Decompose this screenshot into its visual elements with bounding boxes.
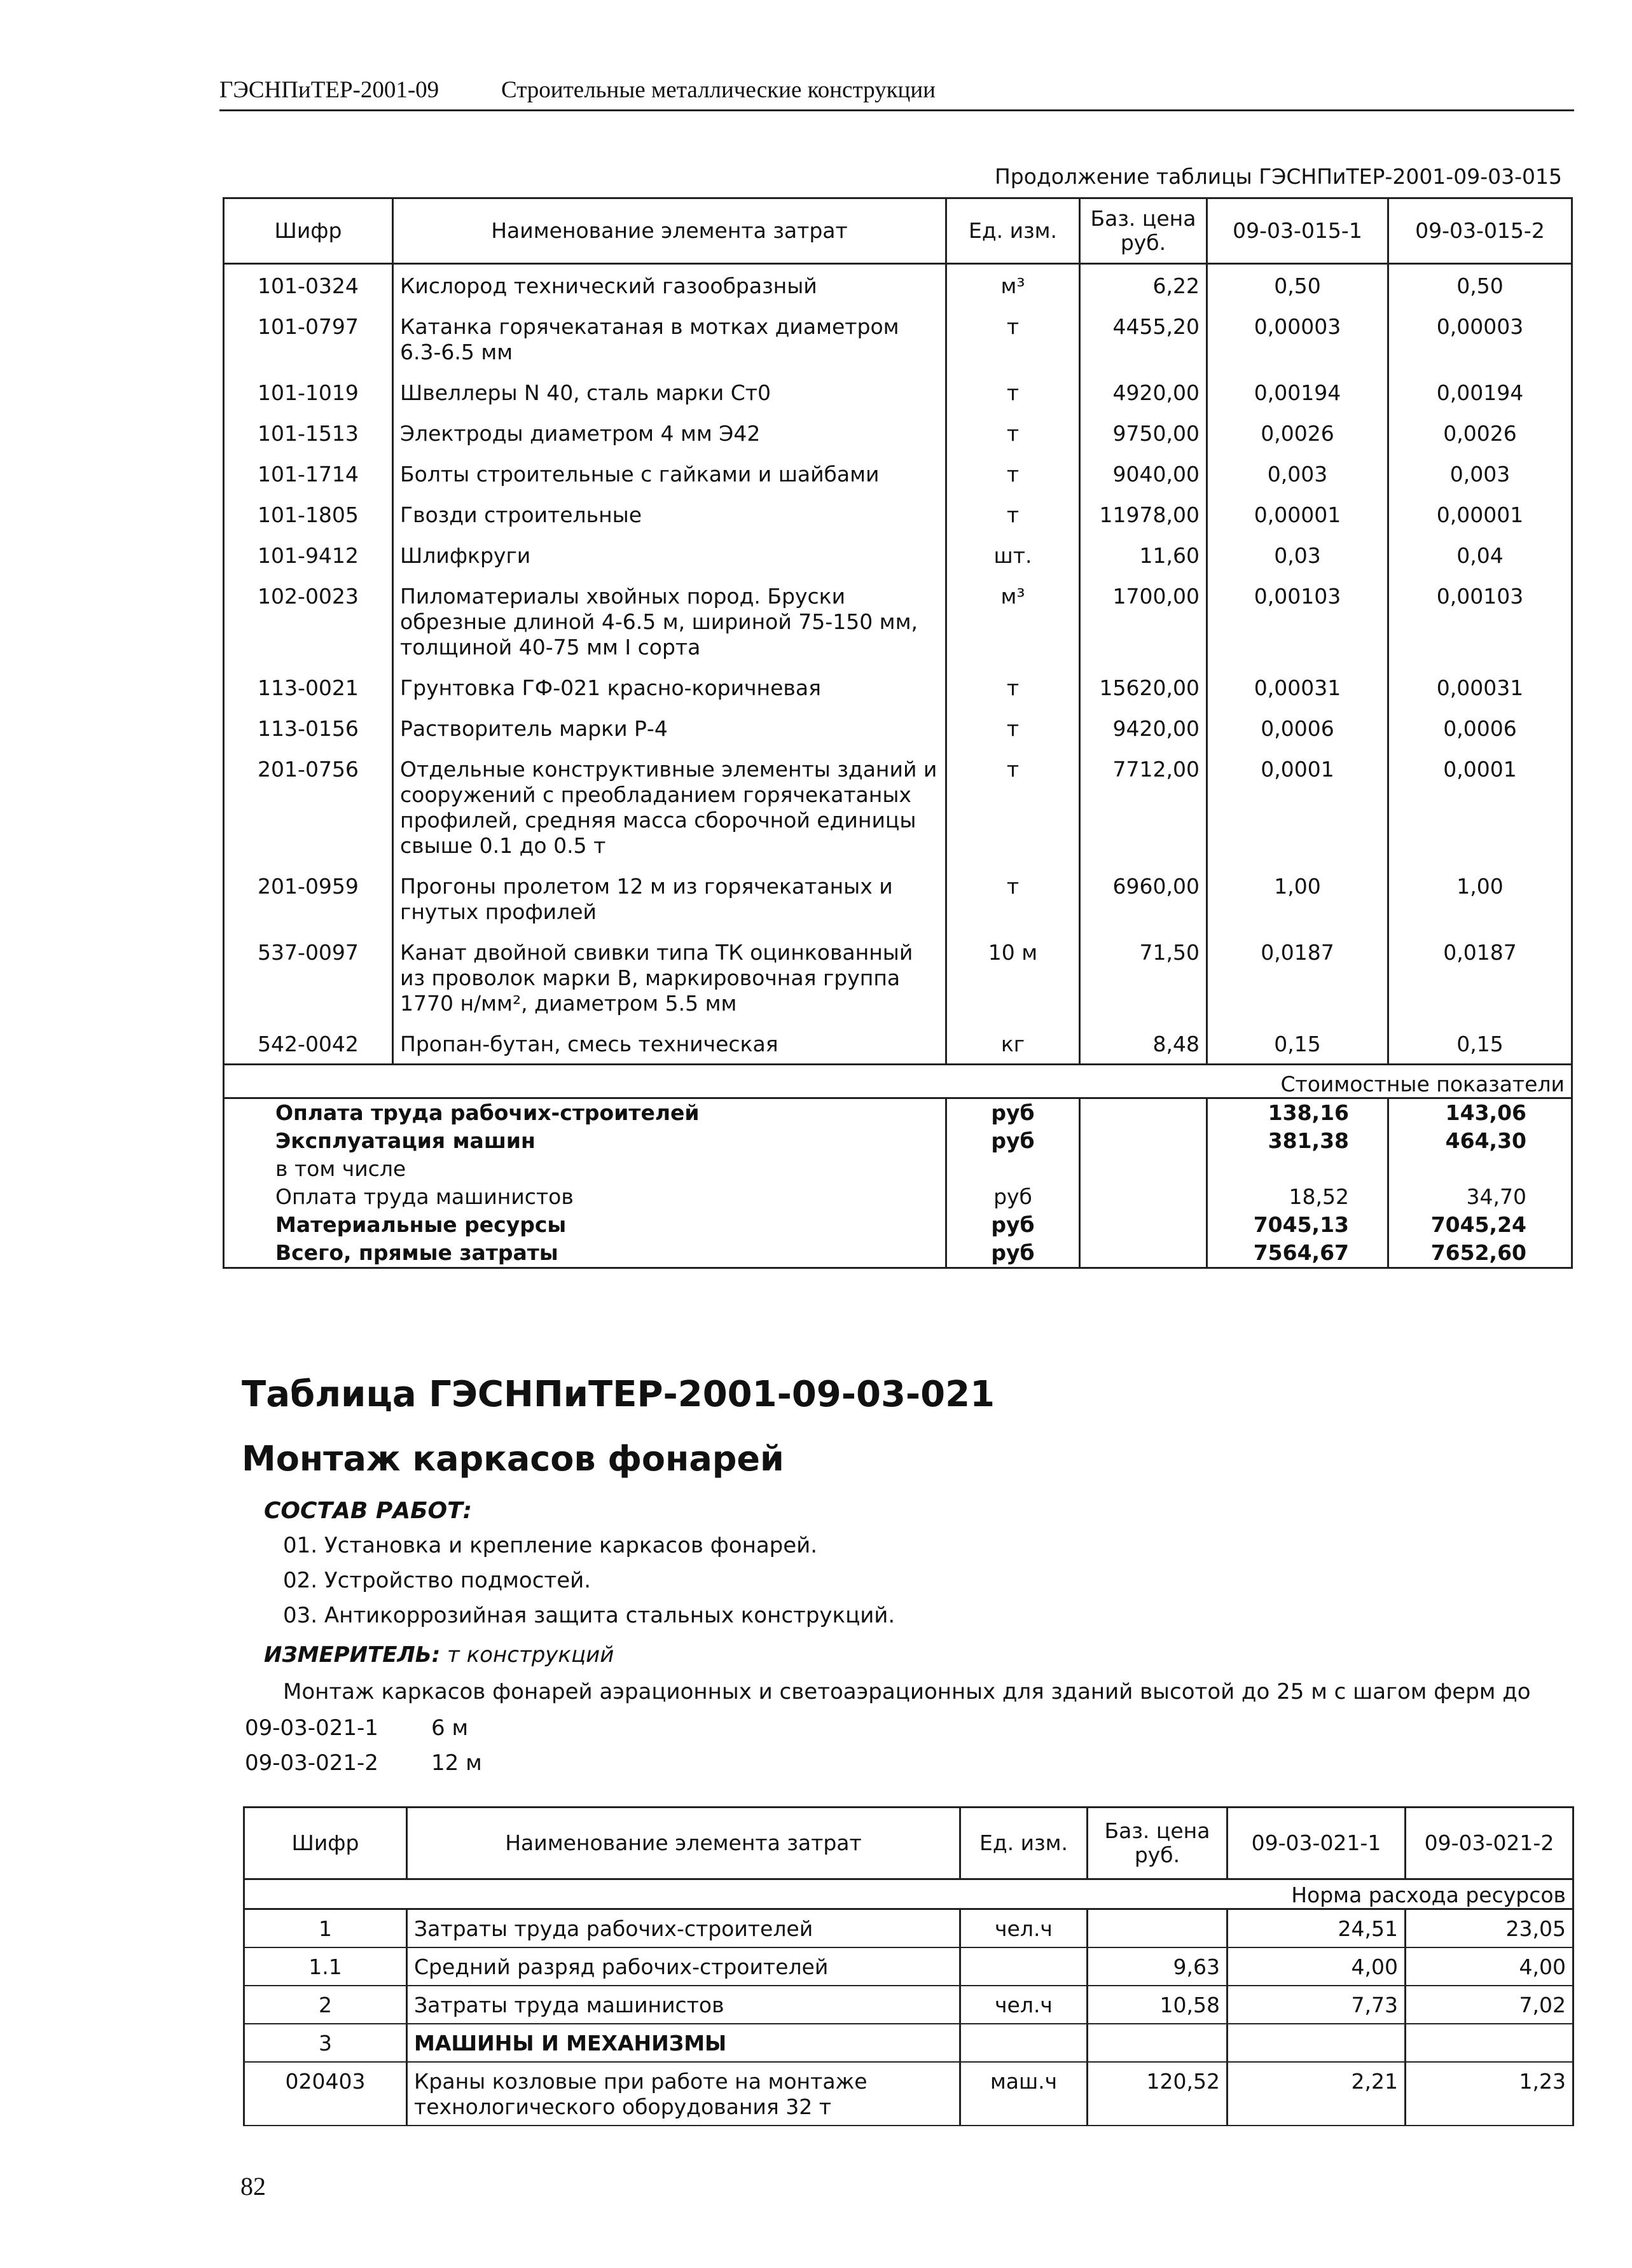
cell-unit — [960, 1947, 1088, 1986]
cell-variant-1: 18,52 — [1207, 1183, 1388, 1211]
cell-unit: руб — [946, 1211, 1080, 1239]
cell-variant-1: 0,00001 — [1207, 494, 1388, 534]
section-label: Стоимостные показатели — [224, 1065, 1572, 1098]
cell-price: 4920,00 — [1080, 371, 1207, 412]
table-row — [244, 1986, 1573, 2024]
col-header-unit: Ед. изм. — [946, 198, 1080, 264]
cell-unit: т — [946, 412, 1080, 453]
cell-name: Канат двойной свивки типа ТК оцинкованный из проволок марки В, маркировочная группа 1770 н/мм², диаметром 5.5 мм — [393, 931, 946, 1023]
cell-variant-1: 1,00 — [1207, 865, 1388, 931]
cell-name: Шлифкруги — [393, 534, 946, 575]
cell-code: 1.1 — [244, 1947, 407, 1986]
totals-row — [224, 1155, 1572, 1183]
cell-code: 102-0023 — [224, 575, 393, 667]
col-header-code: Шифр — [244, 1808, 407, 1879]
table-body — [244, 1909, 1573, 2126]
cell-unit: шт. — [946, 534, 1080, 575]
variant-value: 6 м — [431, 1715, 469, 1741]
table-row — [224, 575, 1572, 667]
cell-variant-2: 4,00 — [1406, 1947, 1573, 1986]
cell-unit: руб — [946, 1183, 1080, 1211]
cell-name: Пропан-бутан, смесь техническая — [393, 1023, 946, 1065]
table-row — [224, 1023, 1572, 1065]
cell-price: 120,52 — [1088, 2062, 1227, 2126]
cell-price — [1088, 1909, 1227, 1948]
header-title: Строительные металлические конструкции — [501, 77, 936, 103]
col-header-code: Шифр — [224, 198, 393, 264]
section-row — [224, 1065, 1572, 1098]
col-header-variant-2: 09-03-021-2 — [1406, 1808, 1573, 1879]
cell-name: Материальные ресурсы — [224, 1211, 946, 1239]
cell-variant-2: 34,70 — [1388, 1183, 1572, 1211]
cell-variant-1: 0,00031 — [1207, 667, 1388, 707]
cell-variant-2 — [1406, 2024, 1573, 2062]
cell-code: 101-1019 — [224, 371, 393, 412]
table-row — [244, 1909, 1573, 1948]
cell-price: 6960,00 — [1080, 865, 1207, 931]
cell-name: Растворитель марки Р-4 — [393, 707, 946, 748]
cell-price: 9040,00 — [1080, 453, 1207, 494]
col-header-variant-1: 09-03-021-1 — [1227, 1808, 1406, 1879]
cell-unit: т — [946, 305, 1080, 371]
cell-variant-1: 0,15 — [1207, 1023, 1388, 1065]
cell-price: 9,63 — [1088, 1947, 1227, 1986]
cell-unit: м³ — [946, 264, 1080, 306]
cell-variant-2: 23,05 — [1406, 1909, 1573, 1948]
table-continuation-title: Продолжение таблицы ГЭСНПиТЕР-2001-09-03-015 — [994, 164, 1562, 189]
cell-name: Отдельные конструктивные элементы зданий и сооружений с преобладанием горячекатаных профилей, средняя масса сборочной единицы свыше 0.1 до 0.5 т — [393, 748, 946, 865]
cell-variant-2: 0,00194 — [1388, 371, 1572, 412]
cell-variant-2: 1,23 — [1406, 2062, 1573, 2126]
table-row — [224, 707, 1572, 748]
cell-variant-2: 0,00031 — [1388, 667, 1572, 707]
cell-price: 10,58 — [1088, 1986, 1227, 2024]
table-subtitle: Монтаж каркасов фонарей — [242, 1439, 784, 1479]
cell-unit: м³ — [946, 575, 1080, 667]
cell-price — [1080, 1183, 1207, 1211]
table-row — [224, 667, 1572, 707]
variant-line — [245, 1750, 482, 1776]
cell-code: 101-1513 — [224, 412, 393, 453]
table-title: Таблица ГЭСНПиТЕР-2001-09-03-021 — [242, 1374, 995, 1415]
table-row — [224, 371, 1572, 412]
cell-code: 542-0042 — [224, 1023, 393, 1065]
cell-variant-1: 0,00003 — [1207, 305, 1388, 371]
cell-unit: чел.ч — [960, 1986, 1088, 2024]
cell-unit: кг — [946, 1023, 1080, 1065]
cell-variant-1: 7564,67 — [1207, 1239, 1388, 1268]
table-header-row — [224, 198, 1572, 264]
measure-line — [264, 1642, 614, 1668]
cell-variant-2: 0,003 — [1388, 453, 1572, 494]
cell-unit: т — [946, 371, 1080, 412]
cell-variant-2: 0,04 — [1388, 534, 1572, 575]
variant-line — [245, 1715, 468, 1741]
cell-variant-1: 0,03 — [1207, 534, 1388, 575]
cell-code: 113-0021 — [224, 667, 393, 707]
cell-name: Затраты труда рабочих-строителей — [407, 1909, 960, 1948]
cell-unit — [946, 1155, 1080, 1183]
cell-name: Грунтовка ГФ-021 красно-коричневая — [393, 667, 946, 707]
cell-price: 11,60 — [1080, 534, 1207, 575]
cell-unit: 10 м — [946, 931, 1080, 1023]
cell-name: Краны козловые при работе на монтаже технологического оборудования 32 т — [407, 2062, 960, 2126]
cell-variant-1: 0,0187 — [1207, 931, 1388, 1023]
cell-code: 201-0756 — [224, 748, 393, 865]
col-header-price: Баз. цена руб. — [1088, 1808, 1227, 1879]
cell-code: 020403 — [244, 2062, 407, 2126]
totals-body — [224, 1098, 1572, 1268]
cell-unit: т — [946, 453, 1080, 494]
variant-code: 09-03-021-2 — [245, 1750, 378, 1776]
measure-label: ИЗМЕРИТЕЛЬ: — [264, 1642, 441, 1668]
table-row — [224, 453, 1572, 494]
work-composition-label: СОСТАВ РАБОТ: — [264, 1498, 473, 1524]
totals-row — [224, 1211, 1572, 1239]
cell-variant-2: 7,02 — [1406, 1986, 1573, 2024]
work-item: 01. Установка и крепление каркасов фонарей. — [283, 1533, 818, 1558]
cell-price — [1080, 1098, 1207, 1128]
cell-code: 2 — [244, 1986, 407, 2024]
cell-code: 101-9412 — [224, 534, 393, 575]
cell-variant-1: 0,003 — [1207, 453, 1388, 494]
cell-price — [1080, 1211, 1207, 1239]
header-code: ГЭСНПиТЕР-2001-09 — [219, 77, 439, 103]
col-header-variant-2: 09-03-015-2 — [1388, 198, 1572, 264]
cell-variant-1 — [1207, 1155, 1388, 1183]
cell-unit: руб — [946, 1127, 1080, 1155]
cell-unit: чел.ч — [960, 1909, 1088, 1948]
cell-code: 3 — [244, 2024, 407, 2062]
table-row — [224, 931, 1572, 1023]
table-header-row — [244, 1808, 1573, 1879]
cell-variant-2: 0,00103 — [1388, 575, 1572, 667]
cell-code: 101-1714 — [224, 453, 393, 494]
cell-unit: руб — [946, 1098, 1080, 1128]
cell-unit: т — [946, 707, 1080, 748]
col-header-price: Баз. цена руб. — [1080, 198, 1207, 264]
cell-name: Пиломатериалы хвойных пород. Бруски обрезные длиной 4-6.5 м, шириной 75-150 мм, толщиной 40-75 мм I сорта — [393, 575, 946, 667]
cell-name: Оплата труда машинистов — [224, 1183, 946, 1211]
cell-variant-2: 0,00003 — [1388, 305, 1572, 371]
col-header-name: Наименование элемента затрат — [393, 198, 946, 264]
cell-name: Средний разряд рабочих-строителей — [407, 1947, 960, 1986]
cell-price: 9750,00 — [1080, 412, 1207, 453]
cell-name: МАШИНЫ И МЕХАНИЗМЫ — [407, 2024, 960, 2062]
cell-variant-2: 0,15 — [1388, 1023, 1572, 1065]
totals-row — [224, 1183, 1572, 1211]
cell-price: 11978,00 — [1080, 494, 1207, 534]
cell-name: Гвозди строительные — [393, 494, 946, 534]
cell-name: Кислород технический газообразный — [393, 264, 946, 306]
cell-price: 7712,00 — [1080, 748, 1207, 865]
cell-variant-1: 0,0001 — [1207, 748, 1388, 865]
cell-variant-1: 0,00103 — [1207, 575, 1388, 667]
cell-name: Электроды диаметром 4 мм Э42 — [393, 412, 946, 453]
cell-unit — [960, 2024, 1088, 2062]
resource-table-015 — [223, 197, 1573, 1269]
cell-price — [1080, 1127, 1207, 1155]
cell-name: Эксплуатация машин — [224, 1127, 946, 1155]
cell-variant-1: 7,73 — [1227, 1986, 1406, 2024]
cell-variant-2: 0,0187 — [1388, 931, 1572, 1023]
table-row — [224, 412, 1572, 453]
cell-name: Швеллеры N 40, сталь марки Ст0 — [393, 371, 946, 412]
col-header-unit: Ед. изм. — [960, 1808, 1088, 1879]
work-item: 03. Антикоррозийная защита стальных конструкций. — [283, 1603, 896, 1628]
cell-name: Всего, прямые затраты — [224, 1239, 946, 1268]
cell-code: 101-1805 — [224, 494, 393, 534]
table-row — [244, 1947, 1573, 1986]
cell-name: Затраты труда машинистов — [407, 1986, 960, 2024]
measure-value: т конструкций — [447, 1642, 614, 1668]
cell-variant-2: 7045,24 — [1388, 1211, 1572, 1239]
totals-row — [224, 1239, 1572, 1268]
cell-price: 6,22 — [1080, 264, 1207, 306]
running-header — [219, 74, 1574, 111]
cell-code: 113-0156 — [224, 707, 393, 748]
cell-price — [1080, 1239, 1207, 1268]
cell-variant-1: 381,38 — [1207, 1127, 1388, 1155]
cell-variant-1: 2,21 — [1227, 2062, 1406, 2126]
cell-variant-2: 0,0006 — [1388, 707, 1572, 748]
cell-price: 9420,00 — [1080, 707, 1207, 748]
cell-name: в том числе — [224, 1155, 946, 1183]
cell-code: 537-0097 — [224, 931, 393, 1023]
cell-price — [1088, 2024, 1227, 2062]
cell-variant-2: 464,30 — [1388, 1127, 1572, 1155]
table-row — [244, 2024, 1573, 2062]
cell-variant-2: 1,00 — [1388, 865, 1572, 931]
cell-variant-2: 0,0001 — [1388, 748, 1572, 865]
table-row — [224, 305, 1572, 371]
work-item: 02. Устройство подмостей. — [283, 1568, 591, 1593]
totals-row — [224, 1127, 1572, 1155]
cell-code: 1 — [244, 1909, 407, 1948]
cell-code: 101-0324 — [224, 264, 393, 306]
resource-table-021 — [243, 1806, 1574, 2126]
cell-variant-2: 7652,60 — [1388, 1239, 1572, 1268]
cell-variant-1 — [1227, 2024, 1406, 2062]
cell-variant-2: 0,0026 — [1388, 412, 1572, 453]
table-description: Монтаж каркасов фонарей аэрационных и светоаэрационных для зданий высотой до 25 м с шагом ферм до — [283, 1679, 1531, 1704]
cell-name: Катанка горячекатаная в мотках диаметром 6.3-6.5 мм — [393, 305, 946, 371]
cell-unit: т — [946, 494, 1080, 534]
cell-price: 1700,00 — [1080, 575, 1207, 667]
cell-variant-2: 0,00001 — [1388, 494, 1572, 534]
cell-variant-2: 143,06 — [1388, 1098, 1572, 1128]
section-label: Норма расхода ресурсов — [244, 1879, 1573, 1909]
table-row — [224, 748, 1572, 865]
cell-price: 8,48 — [1080, 1023, 1207, 1065]
totals-row — [224, 1098, 1572, 1128]
cell-price: 4455,20 — [1080, 305, 1207, 371]
cell-variant-1: 4,00 — [1227, 1947, 1406, 1986]
cell-unit: т — [946, 748, 1080, 865]
table-row — [244, 2062, 1573, 2126]
cell-code: 101-0797 — [224, 305, 393, 371]
table-body — [224, 264, 1572, 1065]
table-row — [224, 264, 1572, 306]
cell-unit: т — [946, 667, 1080, 707]
cell-name: Оплата труда рабочих-строителей — [224, 1098, 946, 1128]
cell-unit: руб — [946, 1239, 1080, 1268]
page-number: 82 — [240, 2172, 266, 2201]
variant-value: 12 м — [431, 1750, 482, 1776]
cell-code: 201-0959 — [224, 865, 393, 931]
cell-variant-1: 0,00194 — [1207, 371, 1388, 412]
table-row — [224, 534, 1572, 575]
variant-code: 09-03-021-1 — [245, 1715, 378, 1741]
cell-unit: т — [946, 865, 1080, 931]
col-header-variant-1: 09-03-015-1 — [1207, 198, 1388, 264]
table-row — [224, 494, 1572, 534]
cell-name: Прогоны пролетом 12 м из горячекатаных и гнутых профилей — [393, 865, 946, 931]
cell-variant-1: 138,16 — [1207, 1098, 1388, 1128]
cell-variant-1: 0,50 — [1207, 264, 1388, 306]
cell-variant-1: 7045,13 — [1207, 1211, 1388, 1239]
cell-variant-1: 0,0026 — [1207, 412, 1388, 453]
cell-variant-2 — [1388, 1155, 1572, 1183]
cell-price: 15620,00 — [1080, 667, 1207, 707]
cell-variant-1: 24,51 — [1227, 1909, 1406, 1948]
cell-variant-2: 0,50 — [1388, 264, 1572, 306]
cell-variant-1: 0,0006 — [1207, 707, 1388, 748]
cell-price — [1080, 1155, 1207, 1183]
col-header-name: Наименование элемента затрат — [407, 1808, 960, 1879]
cell-unit: маш.ч — [960, 2062, 1088, 2126]
cell-price: 71,50 — [1080, 931, 1207, 1023]
cell-name: Болты строительные с гайками и шайбами — [393, 453, 946, 494]
table-row — [224, 865, 1572, 931]
section-row — [244, 1879, 1573, 1909]
